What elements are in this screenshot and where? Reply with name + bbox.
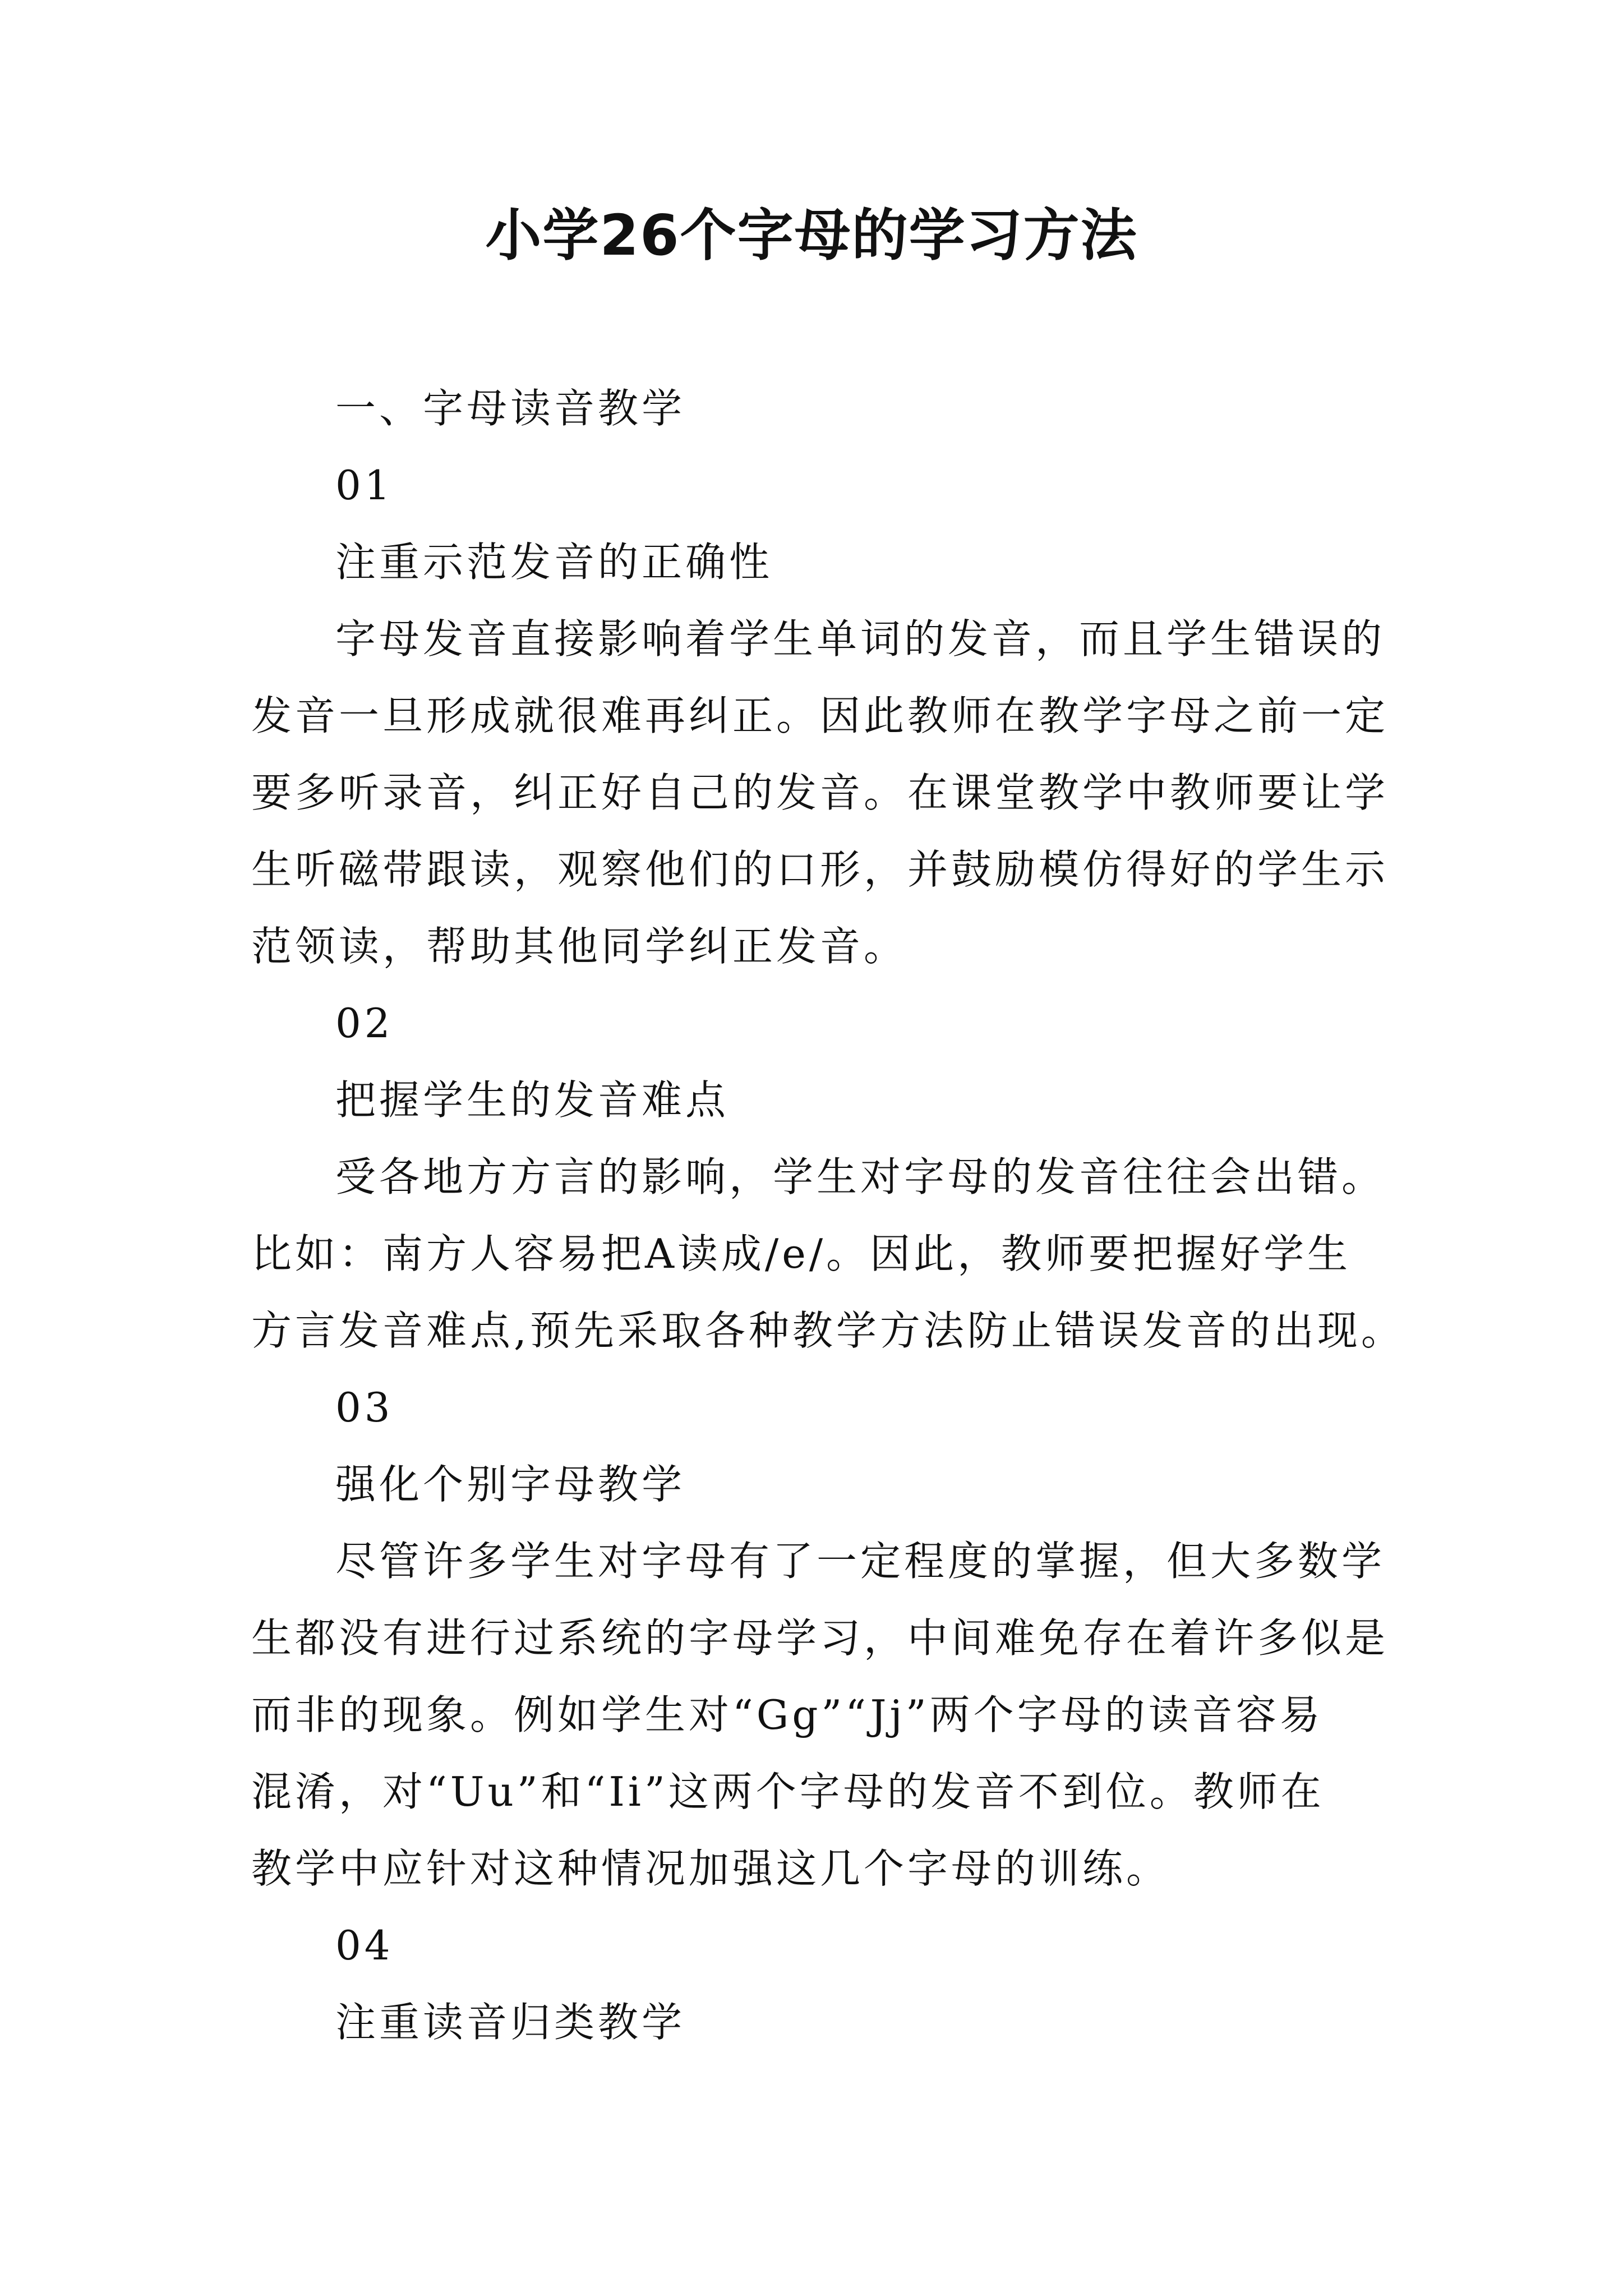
- body-line: 范领读，帮助其他同学纠正发音。: [251, 923, 908, 970]
- body-line: 受各地方方言的影响，学生对字母的发音往往会出错。: [335, 1153, 1386, 1200]
- body-line: 生都没有进行过系统的字母学习，中间难免存在着许多似是: [251, 1614, 1389, 1662]
- body-line: 注重读音归类教学: [335, 1999, 686, 2046]
- body-line: 03: [335, 1384, 394, 1431]
- body-line: 要多听录音，纠正好自己的发音。在课堂教学中教师要让学: [251, 769, 1389, 816]
- body-line: 强化个别字母教学: [335, 1461, 686, 1508]
- body-line: 比如：南方人容易把A读成/e/。因此，教师要把握好学生: [251, 1230, 1352, 1277]
- body-line: 而非的现象。例如学生对“Gg”“Jj”两个字母的读音容易: [251, 1691, 1324, 1738]
- body-line: 字母发音直接影响着学生单词的发音，而且学生错误的: [335, 615, 1386, 662]
- body-line: 一、字母读音教学: [335, 385, 686, 432]
- document-title: 小学26个字母的学习方法: [485, 203, 1138, 268]
- body-line: 方言发音难点,预先采取各种教学方法防止错误发音的出现。: [251, 1307, 1405, 1354]
- body-line: 混淆，对“Uu”和“Ii”这两个字母的发音不到位。教师在: [251, 1768, 1325, 1815]
- body-line: 04: [335, 1922, 394, 1969]
- body-line: 发音一旦形成就很难再纠正。因此教师在教学字母之前一定: [251, 692, 1389, 739]
- body-line: 01: [335, 462, 394, 509]
- document-body: [251, 370, 1405, 2061]
- body-line: 注重示范发音的正确性: [335, 539, 773, 586]
- body-line: 生听磁带跟读，观察他们的口形，并鼓励模仿得好的学生示: [251, 846, 1389, 893]
- body-line: 02: [335, 1000, 394, 1047]
- body-line: 教学中应针对这种情况加强这几个字母的训练。: [251, 1845, 1170, 1892]
- body-line: 把握学生的发音难点: [335, 1076, 730, 1124]
- body-line: 尽管许多学生对字母有了一定程度的掌握，但大多数学: [335, 1538, 1386, 1585]
